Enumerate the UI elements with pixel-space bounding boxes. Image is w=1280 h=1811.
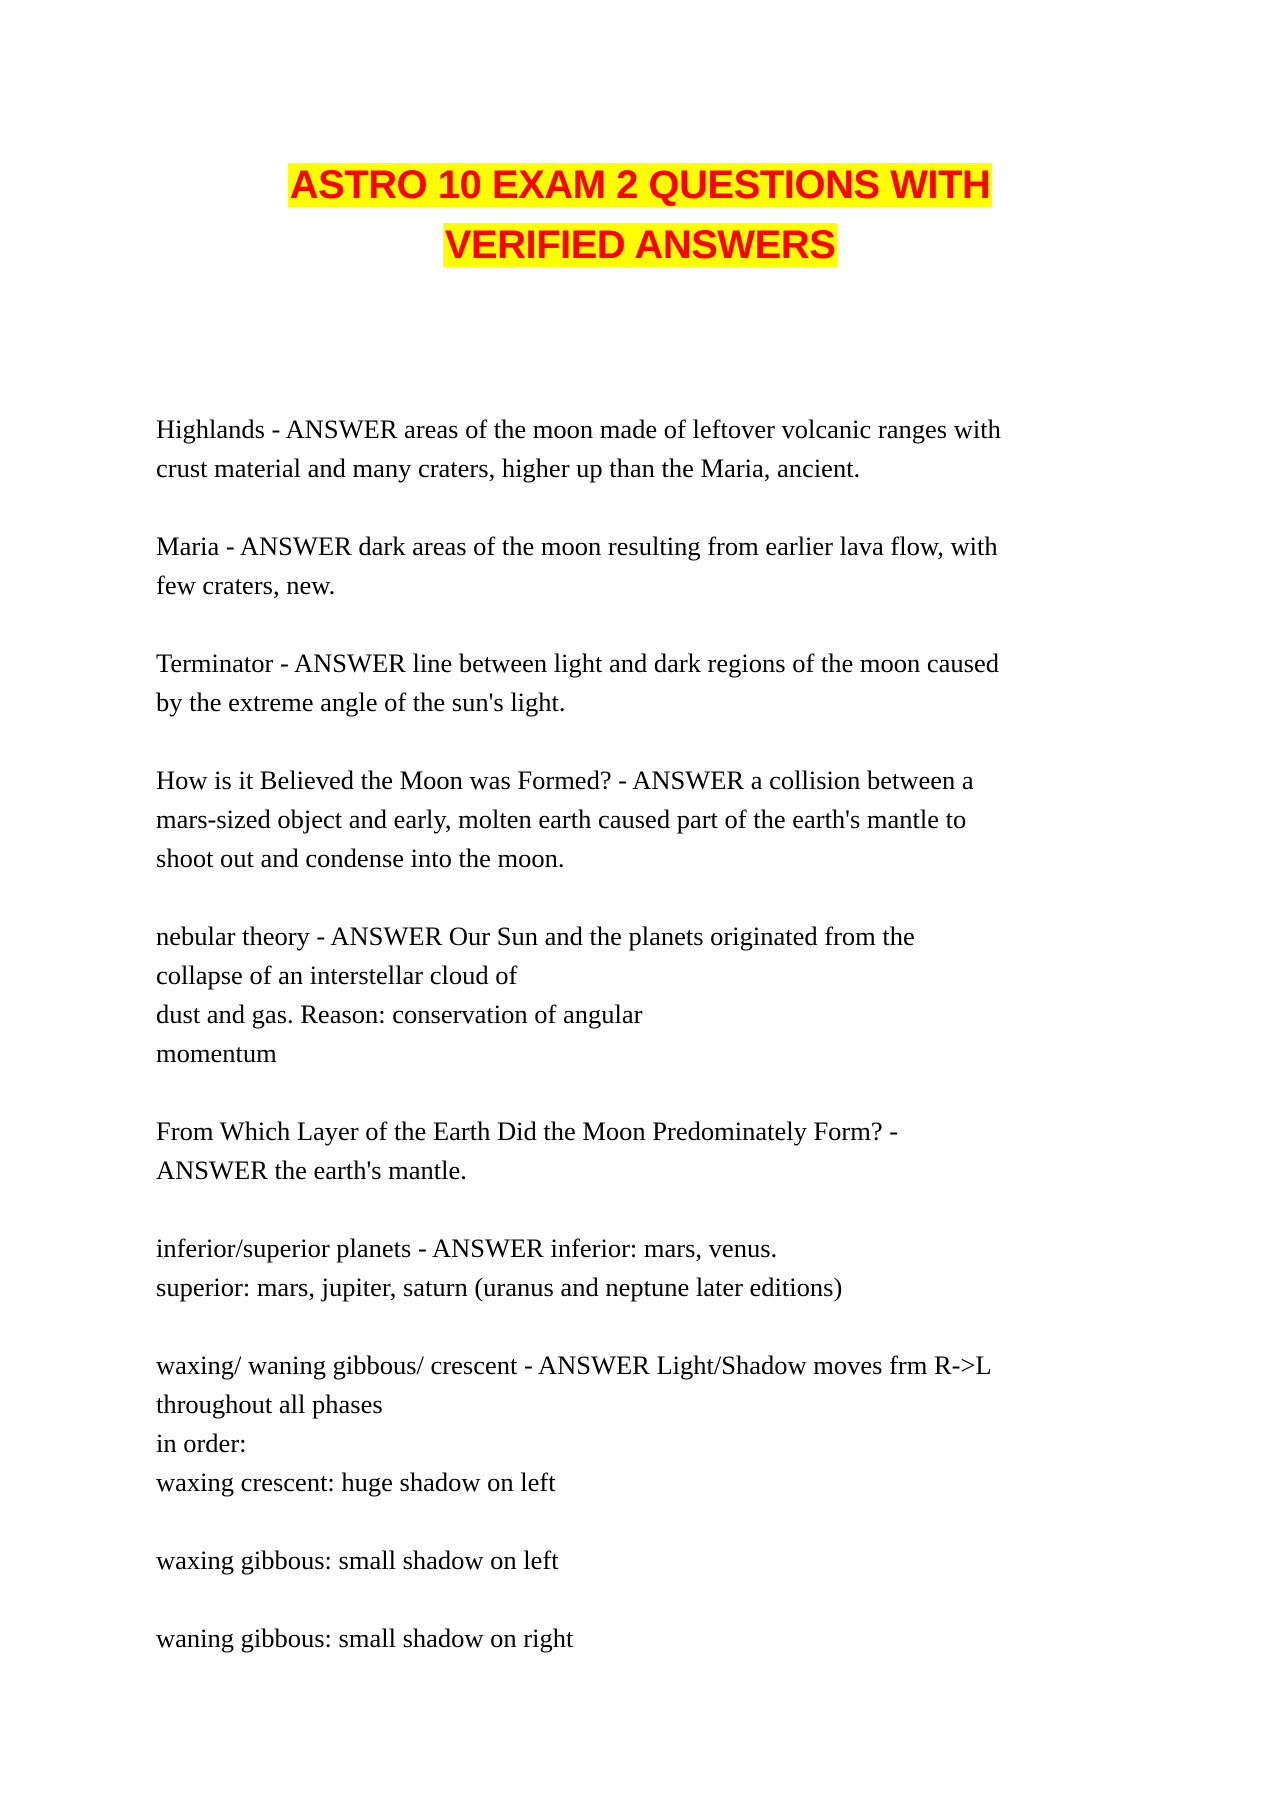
qa-entry <box>156 761 1156 878</box>
qa-line: Terminator - ANSWER line between light and dark regions of the moon caused <box>156 648 999 678</box>
qa-list <box>156 410 1156 1697</box>
qa-line: From Which Layer of the Earth Did the Moon Predominately Form? - <box>156 1116 899 1146</box>
qa-entry <box>156 1346 1156 1502</box>
qa-line: How is it Believed the Moon was Formed? - ANSWER a collision between a <box>156 765 974 795</box>
qa-line: shoot out and condense into the moon. <box>156 843 565 873</box>
qa-line: waxing crescent: huge shadow on left <box>156 1467 556 1497</box>
qa-line: in order: <box>156 1428 247 1458</box>
qa-line: inferior/superior planets - ANSWER inferior: mars, venus. <box>156 1233 778 1263</box>
qa-entry <box>156 1112 1156 1190</box>
qa-line: waxing/ waning gibbous/ crescent - ANSWER Light/Shadow moves frm R->L <box>156 1350 992 1380</box>
qa-line: superior: mars, jupiter, saturn (uranus and neptune later editions) <box>156 1272 843 1302</box>
qa-line: momentum <box>156 1038 277 1068</box>
qa-entry <box>156 1229 1156 1307</box>
document-title <box>0 155 1280 275</box>
qa-line: mars-sized object and early, molten earth caused part of the earth's mantle to <box>156 804 967 834</box>
qa-line: throughout all phases <box>156 1389 383 1419</box>
qa-entry <box>156 1541 1156 1580</box>
qa-line: nebular theory - ANSWER Our Sun and the planets originated from the <box>156 921 915 951</box>
qa-line: waning gibbous: small shadow on right <box>156 1623 574 1653</box>
qa-entry <box>156 644 1156 722</box>
qa-line: waxing gibbous: small shadow on left <box>156 1545 559 1575</box>
title-line-2: VERIFIED ANSWERS <box>444 223 836 267</box>
title-line-1: ASTRO 10 EXAM 2 QUESTIONS WITH <box>289 163 991 207</box>
qa-line: by the extreme angle of the sun's light. <box>156 687 566 717</box>
qa-line: collapse of an interstellar cloud of <box>156 960 518 990</box>
qa-entry <box>156 527 1156 605</box>
qa-entry <box>156 1619 1156 1658</box>
qa-line: few craters, new. <box>156 570 336 600</box>
qa-entry <box>156 917 1156 1073</box>
qa-line: ANSWER the earth's mantle. <box>156 1155 467 1185</box>
qa-line: crust material and many craters, higher up than the Maria, ancient. <box>156 453 861 483</box>
qa-line: Highlands - ANSWER areas of the moon made of leftover volcanic ranges with <box>156 414 1001 444</box>
qa-entry <box>156 410 1156 488</box>
qa-line: dust and gas. Reason: conservation of angular <box>156 999 643 1029</box>
qa-line: Maria - ANSWER dark areas of the moon resulting from earlier lava flow, with <box>156 531 998 561</box>
